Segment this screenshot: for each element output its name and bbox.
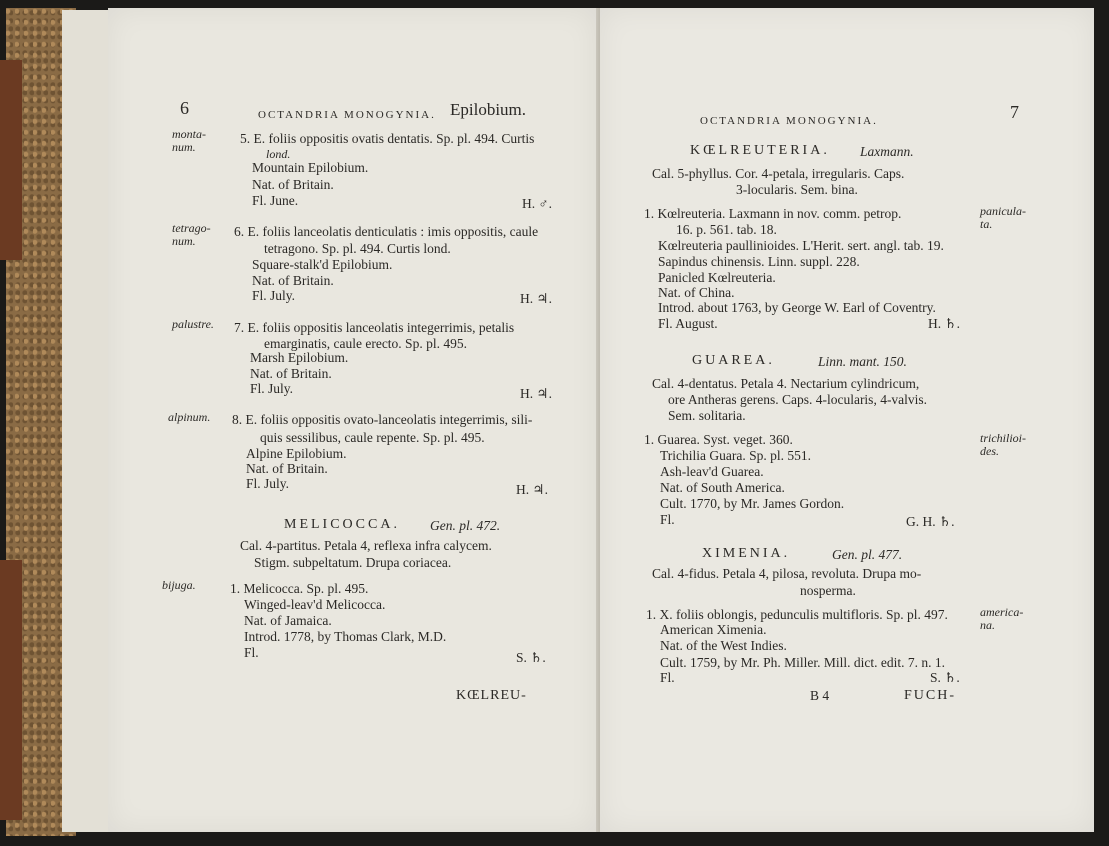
entry-line: Nat. of China.: [658, 285, 735, 300]
entry-line: Fl.: [660, 512, 675, 527]
habit-mark: H. ♂.: [522, 196, 552, 211]
entry-line: Kœlreuteria paullinioides. L'Herit. sert. angl. tab. 19.: [658, 238, 944, 253]
entry-line: Introd. about 1763, by George W. Earl of Coventry.: [658, 300, 936, 315]
entry-line: 1. X. foliis oblongis, pedunculis multifloris. Sp. pl. 497.: [646, 607, 948, 622]
habit-mark: H. ♄.: [928, 316, 960, 331]
margin-name: bijuga.: [162, 578, 196, 592]
left-header-genus: Epilobium.: [450, 100, 527, 119]
entry-line: Introd. 1778, by Thomas Clark, M.D.: [244, 629, 447, 644]
entry-line: 5. E. foliis oppositis ovatis dentatis. Sp. pl. 494. Curtis: [240, 131, 535, 146]
entry-line: lond.: [266, 147, 291, 161]
habit-mark: G. H. ♄.: [906, 514, 955, 529]
margin-name: america- na.: [980, 605, 1024, 632]
genus-name: XIMENIA.: [702, 546, 791, 561]
entry-line: Fl.: [660, 670, 675, 685]
entry-line: 16. p. 561. tab. 18.: [676, 222, 777, 237]
right-running-header: OCTANDRIA MONOGYNIA.: [700, 115, 878, 127]
entry-line: Cult. 1770, by Mr. James Gordon.: [660, 496, 845, 511]
entry-line: Winged-leav'd Melicocca.: [244, 597, 386, 612]
entry-line: Nat. of Jamaica.: [244, 613, 332, 628]
genus-character: Sem. solitaria.: [668, 408, 746, 423]
entry-line: 8. E. foliis oppositis ovato-lanceolatis integerrimis, sili-: [232, 412, 533, 427]
entry-line: Fl. July.: [250, 381, 294, 396]
entry-line: Nat. of Britain.: [246, 461, 328, 476]
margin-name: trichilioi- des.: [980, 431, 1026, 458]
genus-character: Stigm. subpeltatum. Drupa coriacea.: [254, 555, 452, 570]
entry-line: 1. Melicocca. Sp. pl. 495.: [230, 581, 369, 596]
genus-character: Cal. 5-phyllus. Cor. 4-petala, irregularis. Caps.: [652, 166, 905, 181]
signature-mark: B 4: [810, 688, 830, 703]
cover-binding-top: [0, 60, 22, 260]
habit-mark: H. ♃.: [520, 386, 552, 401]
entry-line: tetragono. Sp. pl. 494. Curtis lond.: [264, 241, 451, 256]
entry-line: Nat. of the West Indies.: [660, 638, 787, 653]
margin-name: palustre.: [172, 317, 214, 331]
entry-line: Cult. 1759, by Mr. Ph. Miller. Mill. dict. edit. 7. n. 1.: [660, 655, 946, 670]
left-page-number: 6: [180, 98, 189, 118]
entry-line: Fl. June.: [252, 193, 299, 208]
entry-line: emarginatis, caule erecto. Sp. pl. 495.: [264, 336, 467, 351]
entry-line: 1. Guarea. Syst. veget. 360.: [644, 432, 793, 447]
entry-line: Fl. August.: [658, 316, 718, 331]
entry-line: Marsh Epilobium.: [250, 350, 349, 365]
right-page-number: 7: [1010, 102, 1019, 122]
page-edges: [62, 10, 112, 832]
genus-name: GUAREA.: [692, 353, 775, 368]
left-running-header: OCTANDRIA MONOGYNIA.: [258, 109, 436, 121]
entry-line: Sapindus chinensis. Linn. suppl. 228.: [658, 254, 860, 269]
habit-mark: S. ♄.: [930, 670, 960, 685]
genus-reference: Laxmann.: [860, 144, 914, 159]
entry-line: Nat. of Britain.: [252, 177, 334, 192]
entry-line: Fl. July.: [252, 288, 296, 303]
entry-line: 7. E. foliis oppositis lanceolatis integerrimis, petalis: [234, 320, 515, 335]
habit-mark: H. ♃.: [516, 482, 548, 497]
habit-mark: H. ♃.: [520, 291, 552, 306]
entry-line: Nat. of Britain.: [250, 366, 332, 381]
entry-line: Fl. July.: [246, 476, 290, 491]
genus-character: ore Antheras gerens. Caps. 4-locularis, 4-valvis.: [668, 392, 928, 407]
entry-line: Trichilia Guara. Sp. pl. 551.: [660, 448, 811, 463]
entry-line: 6. E. foliis lanceolatis denticulatis : imis oppositis, caule: [234, 224, 539, 239]
entry-line: Panicled Kœlreuteria.: [658, 270, 776, 285]
margin-name: alpinum.: [168, 410, 211, 424]
entry-line: Fl.: [244, 645, 259, 660]
catchword: KŒLREU-: [456, 688, 527, 703]
genus-reference: Linn. mant. 150.: [818, 354, 907, 369]
cover-binding-bottom: [0, 560, 22, 820]
genus-reference: Gen. pl. 477.: [832, 547, 903, 562]
genus-character: Cal. 4-partitus. Petala 4, reflexa infra calycem.: [240, 538, 492, 553]
genus-reference: Gen. pl. 472.: [430, 518, 501, 533]
entry-line: Nat. of Britain.: [252, 273, 334, 288]
entry-line: 1. Kœlreuteria. Laxmann in nov. comm. petrop.: [644, 206, 902, 221]
genus-name: MELICOCCA.: [284, 517, 400, 532]
entry-line: quis sessilibus, caule repente. Sp. pl. 495.: [260, 430, 485, 445]
entry-line: Ash-leav'd Guarea.: [660, 464, 764, 479]
margin-name: monta- num.: [172, 127, 206, 154]
genus-character: Cal. 4-dentatus. Petala 4. Nectarium cylindricum,: [652, 376, 920, 391]
margin-name: panicula- ta.: [980, 204, 1026, 231]
entry-line: Nat. of South America.: [660, 480, 785, 495]
entry-line: Mountain Epilobium.: [252, 160, 369, 175]
entry-line: American Ximenia.: [660, 622, 767, 637]
genus-character: nosperma.: [800, 583, 856, 598]
entry-line: Square-stalk'd Epilobium.: [252, 257, 393, 272]
habit-mark: S. ♄.: [516, 650, 546, 665]
margin-name: tetrago- num.: [172, 221, 211, 248]
entry-line: Alpine Epilobium.: [246, 446, 347, 461]
genus-name: KŒLREUTERIA.: [690, 143, 830, 158]
genus-character: 3-locularis. Sem. bina.: [736, 182, 858, 197]
catchword: FUCH-: [904, 688, 957, 703]
genus-character: Cal. 4-fidus. Petala 4, pilosa, revoluta. Drupa mo-: [652, 566, 922, 581]
